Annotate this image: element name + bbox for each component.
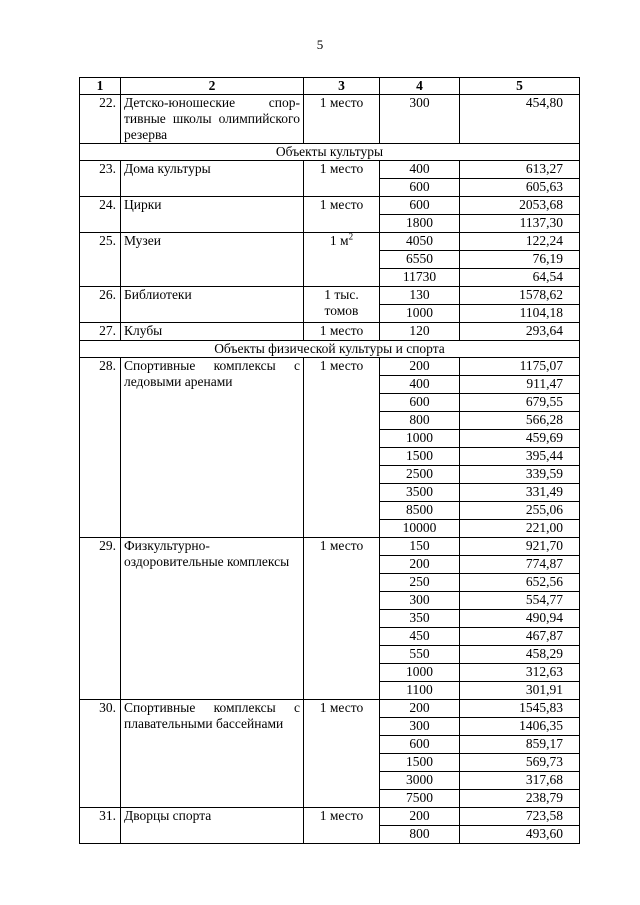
item-name: Детско-юношеские спортивные школы олимпийского резерва <box>121 95 304 144</box>
item-name: Физкультурно-оздоровительные комплексы <box>121 538 304 700</box>
table-row <box>80 197 580 215</box>
cost-value: 1175,07 <box>460 358 580 376</box>
unit-label: 1 место <box>319 95 364 110</box>
capacity-value: 120 <box>380 323 460 341</box>
capacity-value: 300 <box>380 592 460 610</box>
table-row <box>80 233 580 251</box>
capacity-value: 1800 <box>380 215 460 233</box>
unit-label: 1 м <box>329 233 349 248</box>
table-header-row <box>80 78 580 95</box>
cost-value: 312,63 <box>460 664 580 682</box>
cost-value: 395,44 <box>460 448 580 466</box>
item-name: Дворцы спорта <box>121 808 304 844</box>
capacity-value: 3500 <box>380 484 460 502</box>
cost-value: 679,55 <box>460 394 580 412</box>
capacity-value: 10000 <box>380 520 460 538</box>
capacity-value: 11730 <box>380 269 460 287</box>
item-unit <box>304 538 380 700</box>
item-unit <box>304 161 380 197</box>
cost-value: 238,79 <box>460 790 580 808</box>
table-row <box>80 323 580 341</box>
section-row <box>80 341 580 358</box>
header-cell-3: 3 <box>304 78 380 95</box>
table-row <box>80 808 580 826</box>
unit-label: 1 место <box>319 358 364 373</box>
cost-table <box>79 77 580 844</box>
capacity-value: 600 <box>380 736 460 754</box>
capacity-value: 2500 <box>380 466 460 484</box>
cost-value: 1104,18 <box>460 305 580 323</box>
capacity-value: 800 <box>380 412 460 430</box>
cost-value: 921,70 <box>460 538 580 556</box>
capacity-value: 200 <box>380 556 460 574</box>
item-number: 25. <box>80 233 121 287</box>
cost-value: 331,49 <box>460 484 580 502</box>
cost-value: 454,80 <box>460 95 580 144</box>
capacity-value: 1000 <box>380 305 460 323</box>
cost-value: 1137,30 <box>460 215 580 233</box>
cost-value: 652,56 <box>460 574 580 592</box>
capacity-value: 300 <box>380 718 460 736</box>
section-row <box>80 144 580 161</box>
unit-superscript: 2 <box>348 231 354 242</box>
cost-value: 723,58 <box>460 808 580 826</box>
item-unit <box>304 808 380 844</box>
table-row <box>80 161 580 179</box>
item-unit <box>304 700 380 808</box>
unit-label: 1 место <box>319 161 364 176</box>
capacity-value: 3000 <box>380 772 460 790</box>
capacity-value: 7500 <box>380 790 460 808</box>
capacity-value: 600 <box>380 179 460 197</box>
item-number: 27. <box>80 323 121 341</box>
cost-value: 554,77 <box>460 592 580 610</box>
cost-value: 122,24 <box>460 233 580 251</box>
capacity-value: 8500 <box>380 502 460 520</box>
capacity-value: 1500 <box>380 448 460 466</box>
cost-value: 1545,83 <box>460 700 580 718</box>
cost-value: 339,59 <box>460 466 580 484</box>
item-name: Библиотеки <box>121 287 304 323</box>
cost-value: 1406,35 <box>460 718 580 736</box>
cost-value: 2053,68 <box>460 197 580 215</box>
item-number: 23. <box>80 161 121 197</box>
cost-value: 493,60 <box>460 826 580 844</box>
capacity-value: 130 <box>380 287 460 305</box>
table-row <box>80 95 580 144</box>
item-unit <box>304 358 380 538</box>
header-cell-5: 5 <box>460 78 580 95</box>
table-row <box>80 700 580 718</box>
cost-value: 458,29 <box>460 646 580 664</box>
unit-label: 1 тыс. томов <box>324 287 359 318</box>
item-name: Цирки <box>121 197 304 233</box>
item-unit <box>304 287 380 323</box>
item-unit <box>304 323 380 341</box>
unit-label: 1 место <box>319 197 364 212</box>
cost-value: 459,69 <box>460 430 580 448</box>
cost-value: 859,17 <box>460 736 580 754</box>
unit-label: 1 место <box>319 538 364 553</box>
capacity-value: 1000 <box>380 430 460 448</box>
cost-value: 566,28 <box>460 412 580 430</box>
capacity-value: 400 <box>380 161 460 179</box>
table-row <box>80 358 580 376</box>
capacity-value: 1000 <box>380 664 460 682</box>
item-number: 29. <box>80 538 121 700</box>
cost-value: 613,27 <box>460 161 580 179</box>
header-cell-2: 2 <box>121 78 304 95</box>
item-unit <box>304 197 380 233</box>
capacity-value: 6550 <box>380 251 460 269</box>
unit-label: 1 место <box>319 700 364 715</box>
capacity-value: 200 <box>380 358 460 376</box>
capacity-value: 200 <box>380 808 460 826</box>
cost-value: 255,06 <box>460 502 580 520</box>
capacity-value: 200 <box>380 700 460 718</box>
item-name: Дома культуры <box>121 161 304 197</box>
capacity-value: 600 <box>380 197 460 215</box>
cost-value: 221,00 <box>460 520 580 538</box>
item-name: Спортивные комплексы с ледовыми аренами <box>121 358 304 538</box>
item-number: 22. <box>80 95 121 144</box>
unit-label: 1 место <box>319 808 364 823</box>
capacity-value: 350 <box>380 610 460 628</box>
table-row <box>80 538 580 556</box>
capacity-value: 300 <box>380 95 460 144</box>
cost-value: 1578,62 <box>460 287 580 305</box>
capacity-value: 800 <box>380 826 460 844</box>
cost-value: 490,94 <box>460 610 580 628</box>
page-number: 5 <box>316 37 324 52</box>
cost-value: 911,47 <box>460 376 580 394</box>
item-unit <box>304 233 380 287</box>
section-title: Объекты культуры <box>80 144 580 161</box>
table-row <box>80 287 580 305</box>
capacity-value: 1500 <box>380 754 460 772</box>
unit-label: 1 место <box>319 323 364 338</box>
item-name: Спортивные комплексы с плавательными бассейнами <box>121 700 304 808</box>
cost-value: 569,73 <box>460 754 580 772</box>
cost-value: 293,64 <box>460 323 580 341</box>
cost-value: 467,87 <box>460 628 580 646</box>
item-number: 30. <box>80 700 121 808</box>
cost-value: 317,68 <box>460 772 580 790</box>
item-name: Музеи <box>121 233 304 287</box>
item-number: 24. <box>80 197 121 233</box>
item-name: Клубы <box>121 323 304 341</box>
item-number: 26. <box>80 287 121 323</box>
header-cell-4: 4 <box>380 78 460 95</box>
item-number: 28. <box>80 358 121 538</box>
capacity-value: 450 <box>380 628 460 646</box>
capacity-value: 600 <box>380 394 460 412</box>
item-number: 31. <box>80 808 121 844</box>
capacity-value: 1100 <box>380 682 460 700</box>
capacity-value: 250 <box>380 574 460 592</box>
section-title: Объекты физической культуры и спорта <box>80 341 580 358</box>
capacity-value: 550 <box>380 646 460 664</box>
cost-value: 76,19 <box>460 251 580 269</box>
cost-value: 301,91 <box>460 682 580 700</box>
capacity-value: 400 <box>380 376 460 394</box>
header-cell-1: 1 <box>80 78 121 95</box>
cost-value: 64,54 <box>460 269 580 287</box>
capacity-value: 150 <box>380 538 460 556</box>
cost-value: 605,63 <box>460 179 580 197</box>
item-unit <box>304 95 380 144</box>
capacity-value: 4050 <box>380 233 460 251</box>
cost-value: 774,87 <box>460 556 580 574</box>
table-body <box>80 95 580 844</box>
